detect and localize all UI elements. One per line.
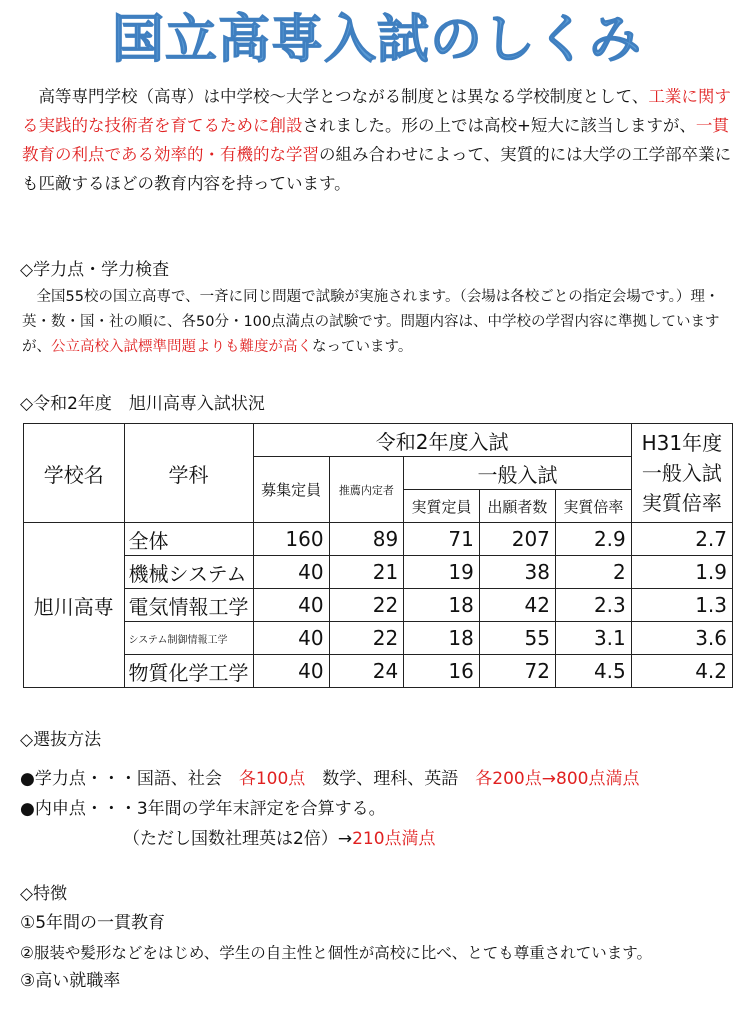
- table-row: [24, 556, 733, 589]
- table-row: [24, 622, 733, 655]
- bairitsu-cell: 4.5: [555, 655, 631, 688]
- senbatsu-points-2: 各200点: [475, 769, 542, 789]
- quota-cell: 40: [253, 556, 329, 589]
- bairitsu-cell: 2.9: [555, 523, 631, 556]
- admission-status-table: [23, 423, 733, 688]
- senbatsu-total-1: 800点満点: [556, 769, 640, 789]
- h31-cell: 3.6: [631, 622, 732, 655]
- dept-cell: 物質化学工学: [124, 655, 253, 688]
- suisen-cell: 21: [329, 556, 404, 589]
- bairitsu-cell: 2: [555, 556, 631, 589]
- h31-cell: 4.2: [631, 655, 732, 688]
- intro-text-2: されました。形の上では高校+短大に該当しますが、: [302, 116, 696, 135]
- senbatsu-line-3-a: （ただし国数社理英は2倍）→: [123, 829, 353, 849]
- section-heading-gakuryoku: ◇学力点・学力検査: [20, 260, 170, 280]
- teiin-cell: 71: [404, 523, 480, 556]
- shutsugan-cell: 72: [479, 655, 555, 688]
- tokucho-item-2: ②服装や髪形などをはじめ、学生の自主性と個性が高校に比べ、とても尊重されています。: [20, 944, 653, 962]
- dept-cell: 電気情報工学: [124, 589, 253, 622]
- section-heading-status: ◇令和2年度 旭川高専入試状況: [20, 394, 265, 414]
- quota-cell: 40: [253, 655, 329, 688]
- intro-highlight-1: 工業に関する実践的な技術者を育てるために創設: [22, 87, 731, 135]
- dept-cell: 全体: [124, 523, 253, 556]
- senbatsu-line-1-b: 数学、理科、英語: [305, 769, 476, 789]
- shutsugan-cell: 38: [479, 556, 555, 589]
- suisen-cell: 22: [329, 589, 404, 622]
- senbatsu-total-2: 210点満点: [352, 829, 436, 849]
- intro-highlight-2: 一貫教育の利点である効率的・有機的な学習: [22, 116, 729, 164]
- h31-cell: 1.3: [631, 589, 732, 622]
- shutsugan-cell: 42: [479, 589, 555, 622]
- tokucho-item-1: ①5年間の一貫教育: [20, 913, 166, 933]
- bairitsu-cell: 2.3: [555, 589, 631, 622]
- header-h31-line3: 実質倍率: [641, 491, 722, 515]
- bairitsu-cell: 3.1: [555, 622, 631, 655]
- suisen-cell: 89: [329, 523, 404, 556]
- teiin-cell: 18: [404, 589, 480, 622]
- teiin-cell: 19: [404, 556, 480, 589]
- section-heading-senbatsu: ◇選抜方法: [20, 730, 102, 750]
- senbatsu-line-3: [123, 824, 436, 854]
- suisen-cell: 22: [329, 622, 404, 655]
- header-ippan: 一般入試: [404, 457, 632, 490]
- teiin-cell: 16: [404, 655, 480, 688]
- gakuryoku-highlight: 公立高校入試標準問題よりも難度が高く: [51, 339, 312, 355]
- dept-cell: システム制御情報工学: [124, 622, 253, 655]
- table-row: [24, 655, 733, 688]
- header-h31-line1: H31年度: [641, 431, 723, 455]
- header-suisen: 推薦内定者: [329, 457, 404, 523]
- gakuryoku-paragraph: [22, 285, 732, 360]
- header-shutsugan: 出願者数: [479, 490, 555, 523]
- gakuryoku-text-2: なっています。: [312, 339, 413, 355]
- teiin-cell: 18: [404, 622, 480, 655]
- dept-cell: 機械システム: [124, 556, 253, 589]
- senbatsu-line-1-a: ●学力点・・・国語、社会: [20, 769, 239, 789]
- quota-cell: 160: [253, 523, 329, 556]
- header-h31: [631, 424, 732, 523]
- header-h31-line2: 一般入試: [641, 461, 722, 485]
- shutsugan-cell: 207: [479, 523, 555, 556]
- h31-cell: 2.7: [631, 523, 732, 556]
- school-name: 旭川高専: [24, 523, 125, 688]
- gakuryoku-text-1: 全国55校の国立高専で、一斉に同じ問題で試験が実施されます。（会場は各校ごとの指定会場です。）理・英・数・国・社の順に、各50分・100点満点の試験です。問題内容は、中学校の学習内容に準拠していますが、: [22, 289, 720, 355]
- table-row: [24, 589, 733, 622]
- intro-paragraph: [22, 82, 734, 198]
- table-row: [24, 523, 733, 556]
- senbatsu-line-2: ●内申点・・・3年間の学年末評定を合算する。: [20, 799, 386, 819]
- intro-text-3: の組み合わせによって、実質的には大学の工学部卒業にも匹敵するほどの教育内容を持っています。: [22, 145, 732, 193]
- intro-text-1: 高等専門学校（高専）は中学校～大学とつながる制度とは異なる学校制度として、: [22, 87, 649, 106]
- senbatsu-arrow: →: [541, 769, 556, 789]
- header-school: 学校名: [24, 424, 125, 523]
- shutsugan-cell: 55: [479, 622, 555, 655]
- header-bairitsu: 実質倍率: [555, 490, 631, 523]
- section-heading-tokucho: ◇特徴: [20, 884, 68, 904]
- senbatsu-points-1: 各100点: [238, 769, 306, 789]
- tokucho-item-3: ③高い就職率: [20, 971, 121, 991]
- suisen-cell: 24: [329, 655, 404, 688]
- header-quota: 募集定員: [253, 457, 329, 523]
- quota-cell: 40: [253, 622, 329, 655]
- h31-cell: 1.9: [631, 556, 732, 589]
- quota-cell: 40: [253, 589, 329, 622]
- senbatsu-line-1: [20, 764, 639, 794]
- page-title: 国立高専入試のしくみ: [111, 10, 642, 70]
- header-r2: 令和2年度入試: [253, 424, 631, 457]
- header-jisshitsu-teiin: 実質定員: [404, 490, 480, 523]
- header-dept: 学科: [124, 424, 253, 523]
